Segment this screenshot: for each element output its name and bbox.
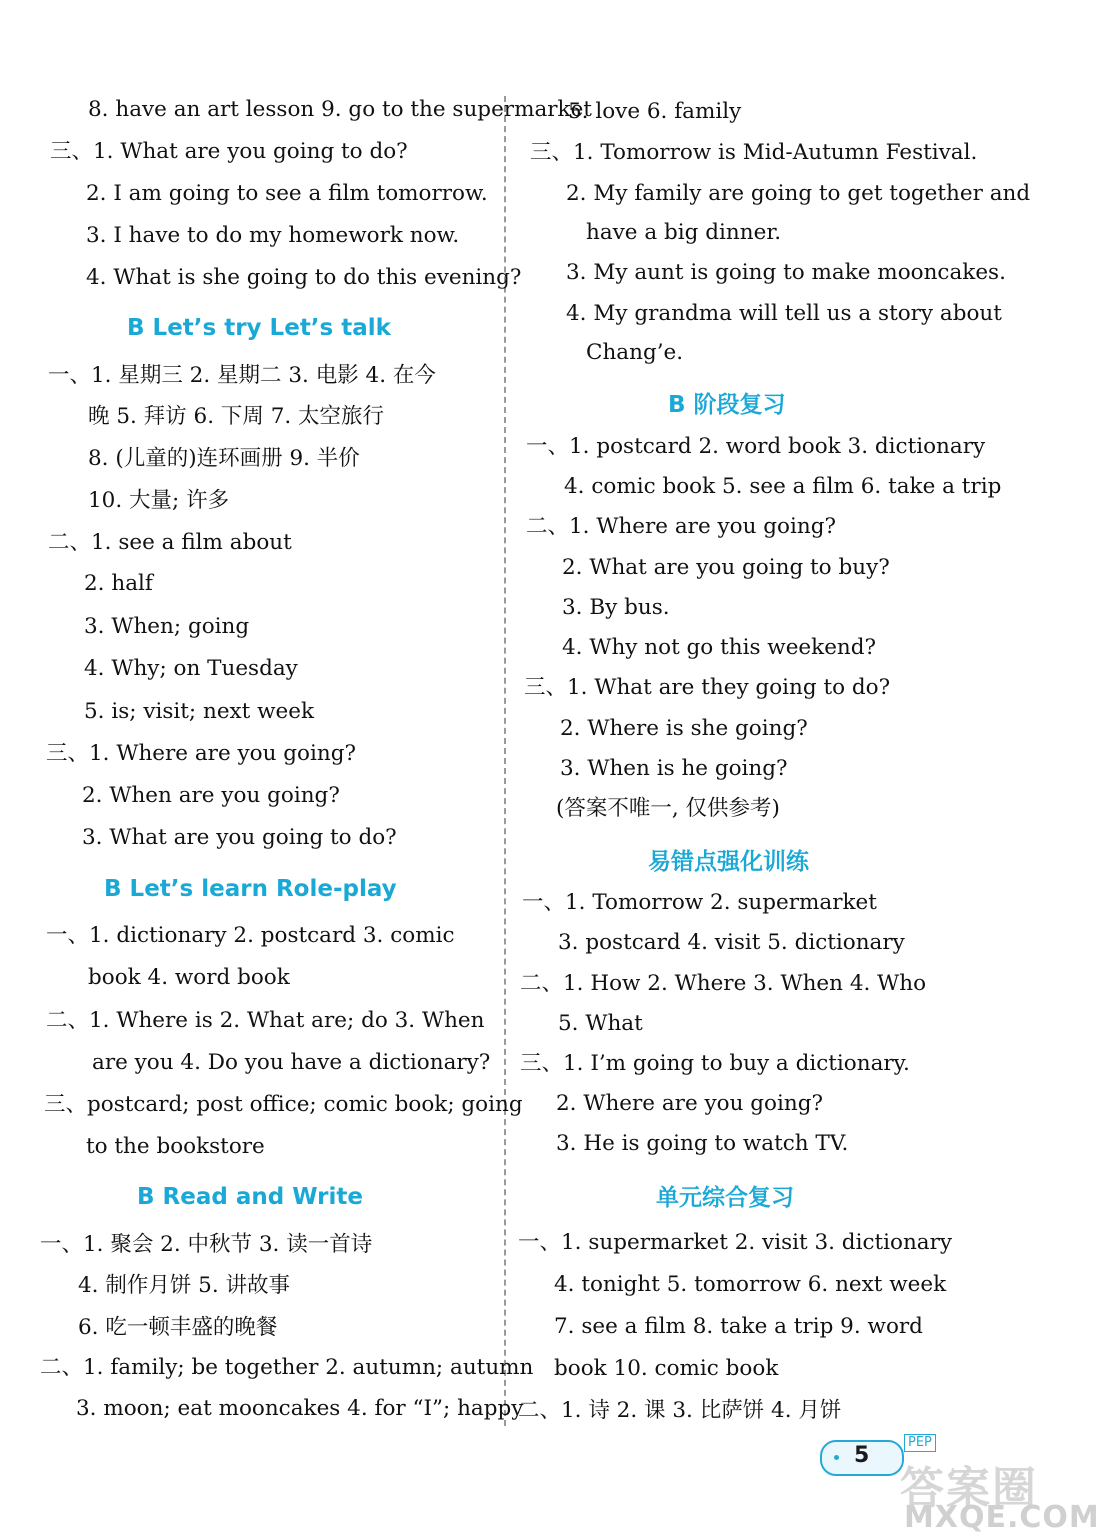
answer-line: 10. 大量; 许多 — [88, 488, 230, 513]
answer-line: 三、1. Where are you going? — [46, 741, 356, 766]
answer-line: 二、1. see a film about — [48, 530, 292, 555]
answer-line: 2. half — [84, 571, 153, 596]
answer-line: 一、1. postcard 2. word book 3. dictionary — [526, 434, 986, 459]
answer-line: 晚 5. 拜访 6. 下周 7. 太空旅行 — [88, 404, 385, 429]
answer-line: 3. I have to do my homework now. — [86, 223, 460, 248]
answer-line: 三、1. What are you going to do? — [50, 139, 408, 164]
answer-line: have a big dinner. — [586, 220, 782, 245]
answer-line: 4. comic book 5. see a film 6. take a trip — [564, 474, 1002, 499]
answer-line: are you 4. Do you have a dictionary? — [92, 1050, 491, 1075]
answer-line: 三、postcard; post office; comic book; going — [44, 1092, 523, 1117]
section-heading: B Let’s try Let’s talk — [127, 315, 391, 341]
answer-line: 3. What are you going to do? — [82, 825, 397, 850]
page-number-badge — [820, 1440, 904, 1476]
answer-line: 8. have an art lesson 9. go to the supermarket — [88, 97, 592, 122]
answer-line: 5. What — [558, 1011, 643, 1036]
section-heading: B 阶段复习 — [668, 392, 786, 418]
column-divider — [504, 96, 506, 1426]
answer-line: book 10. comic book — [554, 1356, 779, 1381]
answer-line: 2. Where is she going? — [560, 716, 808, 741]
section-heading: B Let’s learn Role-play — [104, 876, 397, 902]
answer-line: 4. My grandma will tell us a story about — [566, 301, 1002, 326]
pep-badge: PEP — [904, 1434, 936, 1452]
answer-line: 2. Where are you going? — [556, 1091, 823, 1116]
answer-line: 2. I am going to see a film tomorrow. — [86, 181, 488, 206]
answer-line: 三、1. What are they going to do? — [524, 675, 891, 700]
answer-line: 一、1. supermarket 2. visit 3. dictionary — [518, 1230, 953, 1255]
answer-line: 二、1. Where are you going? — [526, 514, 836, 539]
answer-line: 二、1. family; be together 2. autumn; autumn — [40, 1355, 534, 1380]
answer-line: 6. 吃一顿丰盛的晚餐 — [78, 1315, 278, 1340]
answer-line: 一、1. dictionary 2. postcard 3. comic — [46, 923, 455, 948]
section-heading: B Read and Write — [137, 1184, 363, 1210]
answer-line: 3. postcard 4. visit 5. dictionary — [558, 930, 905, 955]
answer-line: 2. My family are going to get together and — [566, 181, 1031, 206]
section-heading: 易错点强化训练 — [648, 849, 809, 875]
answer-line: 3. When; going — [84, 614, 250, 639]
answer-line: 一、1. 星期三 2. 星期二 3. 电影 4. 在今 — [48, 363, 436, 388]
answer-line: 一、1. 聚会 2. 中秋节 3. 读一首诗 — [40, 1232, 373, 1257]
answer-line: 5. is; visit; next week — [84, 699, 315, 724]
answer-line: 二、1. How 2. Where 3. When 4. Who — [520, 971, 927, 996]
answer-line: 3. moon; eat mooncakes 4. for “I”; happy — [76, 1396, 524, 1421]
answer-line: 3. He is going to watch TV. — [556, 1131, 849, 1156]
answer-line: 4. tonight 5. tomorrow 6. next week — [554, 1272, 947, 1297]
answer-line: 4. What is she going to do this evening? — [86, 265, 522, 290]
answer-line: 2. When are you going? — [82, 783, 340, 808]
answer-line: 3. When is he going? — [560, 756, 788, 781]
watermark-logo: 答案圈 — [900, 1463, 1038, 1514]
answer-line: 3. By bus. — [562, 595, 670, 620]
answer-line: 三、1. I’m going to buy a dictionary. — [520, 1051, 910, 1076]
answer-line: 一、1. Tomorrow 2. supermarket — [522, 890, 877, 915]
answer-line: 7. see a film 8. take a trip 9. word — [554, 1314, 923, 1339]
section-heading: 单元综合复习 — [656, 1185, 794, 1211]
answer-line: 三、1. Tomorrow is Mid-Autumn Festival. — [530, 140, 978, 165]
answer-line: book 4. word book — [88, 965, 290, 990]
answer-line: 5. love 6. family — [568, 99, 742, 124]
answer-line: 二、1. 诗 2. 课 3. 比萨饼 4. 月饼 — [518, 1398, 842, 1423]
watermark-url: MXQE.COM — [904, 1500, 1100, 1535]
answer-line: 2. What are you going to buy? — [562, 555, 890, 580]
answer-line: 4. Why not go this weekend? — [562, 635, 877, 660]
answer-line: Chang’e. — [586, 340, 684, 365]
page-number: 5 — [854, 1443, 870, 1468]
answer-line: 3. My aunt is going to make mooncakes. — [566, 260, 1006, 285]
answer-line: 4. 制作月饼 5. 讲故事 — [78, 1273, 291, 1298]
answer-line: to the bookstore — [86, 1134, 265, 1159]
answer-line: 4. Why; on Tuesday — [84, 656, 298, 681]
answer-line: (答案不唯一, 仅供参考) — [556, 796, 780, 821]
answer-line: 二、1. Where is 2. What are; do 3. When — [46, 1008, 485, 1033]
dot-icon — [834, 1455, 839, 1460]
answer-line: 8. (儿童的)连环画册 9. 半价 — [88, 446, 360, 471]
